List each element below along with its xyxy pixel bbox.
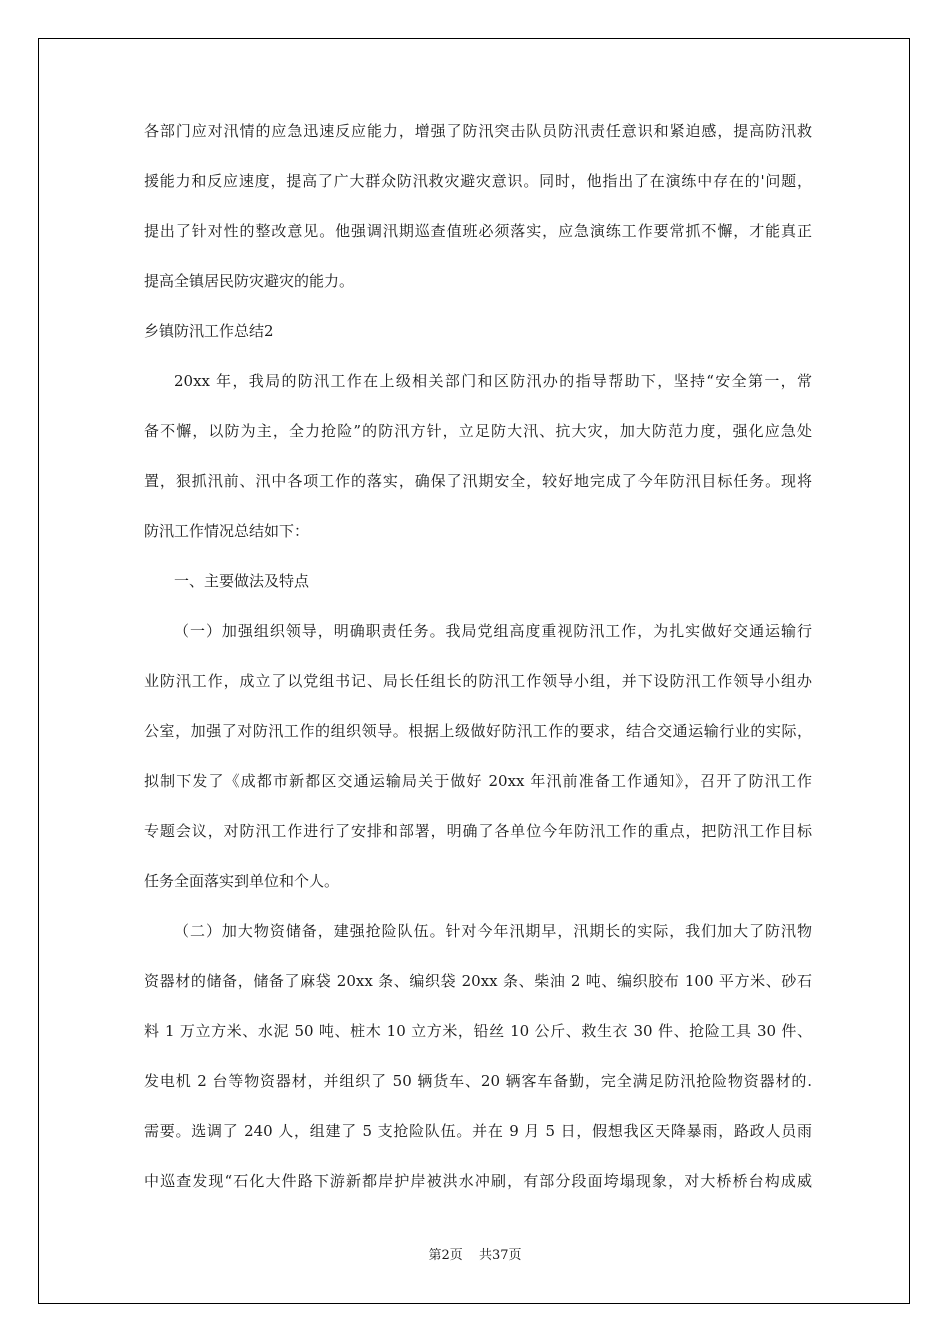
text-line: 任务全面落实到单位和个人。 <box>144 872 340 890</box>
text-line: 公室，加强了对防汛工作的组织领导。根据上级做好防汛工作的要求，结合交通运输行业的实际， <box>144 722 812 740</box>
text-line: 专题会议，对防汛工作进行了安排和部署，明确了各单位今年防汛工作的重点，把防汛工作目标 <box>144 822 812 840</box>
text-line: 资器材的储备，储备了麻袋 20xx 条、编织袋 20xx 条、柴油 2 吨、编织胶布 100 平方米、砂石 <box>144 972 812 990</box>
section-title: 乡镇防汛工作总结2 <box>144 322 274 340</box>
text-line: 料 1 万立方米、水泥 50 吨、桩木 10 立方米，铅丝 10 公斤、救生衣 30 件、抢险工具 30 件、 <box>144 1022 812 1040</box>
text-line: 提出了针对性的整改意见。他强调汛期巡查值班必须落实，应急演练工作要常抓不懈，才能真正 <box>144 222 812 240</box>
text-line: 需要。选调了 240 人，组建了 5 支抢险队伍。并在 9 月 5 日，假想我区天降暴雨，路政人员雨 <box>144 1122 812 1140</box>
text-line: 发电机 2 台等物资器材，并组织了 50 辆货车、20 辆客车备勤，完全满足防汛抢险物资器材的. <box>144 1072 812 1090</box>
text-line: 援能力和反应速度，提高了广大群众防汛救灾避灾意识。同时，他指出了在演练中存在的'问题， <box>144 172 812 190</box>
subsection-heading: 一、主要做法及特点 <box>174 572 310 590</box>
text-line: 业防汛工作，成立了以党组书记、局长任组长的防汛工作领导小组，并下设防汛工作领导小组办 <box>144 672 812 690</box>
text-line: 备不懈，以防为主，全力抢险”的防汛方针，立足防大汛、抗大灾，加大防范力度，强化应急处 <box>144 422 812 440</box>
page-total: 共37页 <box>478 1248 522 1263</box>
text-line: 防汛工作情况总结如下： <box>144 522 310 540</box>
text-line: 中巡查发现“石化大件路下游新都岸护岸被洪水冲刷，有部分段面垮塌现象，对大桥桥台构成威 <box>144 1172 812 1190</box>
text-line: 拟制下发了《成都市新都区交通运输局关于做好 20xx 年汛前准备工作通知》，召开了防汛工作 <box>144 772 812 790</box>
text-line: 提高全镇居民防灾避灾的能力。 <box>144 272 355 290</box>
text-line: （一）加强组织领导，明确职责任务。我局党组高度重视防汛工作，为扎实做好交通运输行 <box>174 622 812 640</box>
text-line: （二）加大物资储备，建强抢险队伍。针对今年汛期早，汛期长的实际，我们加大了防汛物 <box>174 922 812 940</box>
text-line: 置，狠抓汛前、汛中各项工作的落实，确保了汛期安全，较好地完成了今年防汛目标任务。现将 <box>144 472 812 490</box>
text-line: 各部门应对汛情的应急迅速反应能力，增强了防汛突击队员防汛责任意识和紧迫感，提高防汛救 <box>144 122 812 140</box>
page-number: 第2页 <box>428 1248 463 1263</box>
page-footer <box>0 1246 950 1266</box>
text-line: 20xx 年，我局的防汛工作在上级相关部门和区防汛办的指导帮助下，坚持“安全第一，常 <box>174 372 812 390</box>
